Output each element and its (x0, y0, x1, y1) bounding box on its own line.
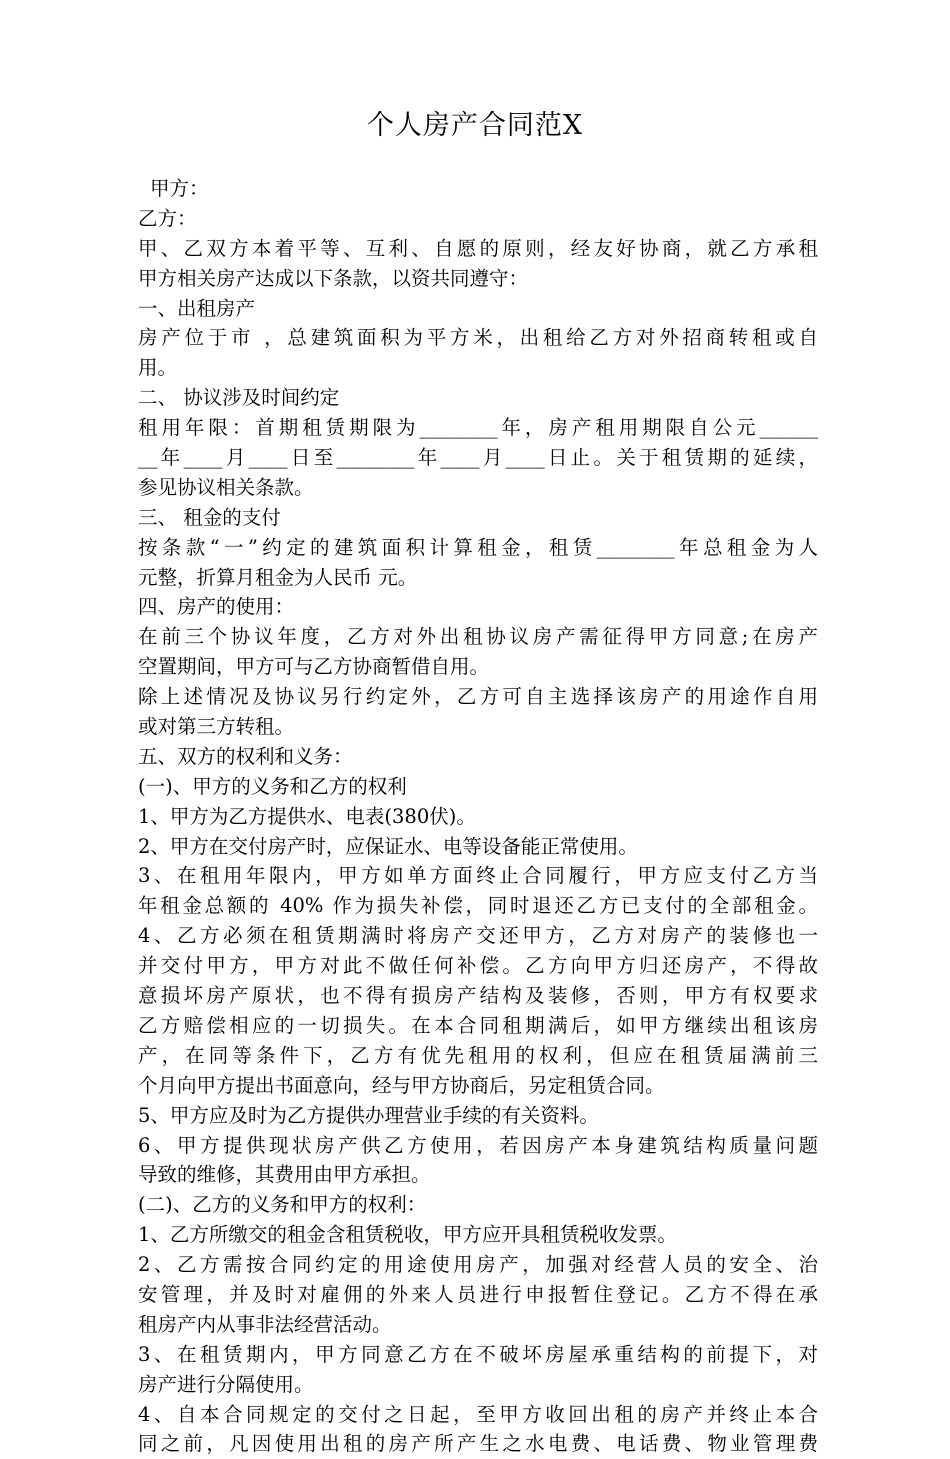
document-line: 除上述情况及协议另行约定外，乙方可自主选择该房产的用途作自用 (138, 685, 818, 709)
document-line: 3、在租赁期内，甲方同意乙方在不破坏房屋承重结构的前提下，对 (138, 1342, 818, 1366)
document-line: __年____月____日至________年____月____日止。关于租赁期的延续， (138, 446, 818, 470)
document-line: 或对第三方转租。 (138, 715, 295, 739)
document-line: 1、甲方为乙方提供水、电表(380伏)。 (138, 804, 476, 828)
document-line: 甲、乙双方本着平等、互利、自愿的原则，经友好协商，就乙方承租 (138, 236, 818, 260)
document-line: 2、乙方需按合同约定的用途使用房产，加强对经营人员的安全、治 (138, 1253, 818, 1277)
document-line: 参见协议相关条款。 (138, 475, 314, 499)
document-line: 甲方相关房产达成以下条款，以资共同遵守： (138, 266, 529, 290)
document-line: 空置期间，甲方可与乙方协商暂借自用。 (138, 655, 490, 679)
document-line: 个月向甲方提出书面意向，经与甲方协商后，另定租赁合同。 (138, 1073, 665, 1097)
document-line: 在前三个协议年度，乙方对外出租协议房产需征得甲方同意;在房产 (138, 625, 818, 649)
document-line: 三、 租金的支付 (138, 505, 281, 529)
document-line: 产，在同等条件下，乙方有优先租用的权利，但应在租赁届满前三 (138, 1043, 818, 1067)
document-line: 二、 协议涉及时间约定 (138, 386, 340, 410)
document-line: 元整，折算月租金为人民币 元。 (138, 565, 418, 589)
document-line: 甲方： (150, 177, 209, 200)
document-line: 年租金总额的 40% 作为损失补偿，同时退还乙方已支付的全部租金。 (138, 894, 818, 918)
document-line: 乙方赔偿相应的一切损失。在本合同租期满后，如甲方继续出租该房 (138, 1013, 818, 1037)
document-line: (一)、甲方的义务和乙方的权利 (138, 774, 407, 798)
document-line: 四、房产的使用： (138, 595, 295, 619)
document-line: 4、自本合同规定的交付之日起，至甲方收回出租的房产并终止本合 (138, 1402, 818, 1426)
document-line: 租房产内从事非法经营活动。 (138, 1312, 392, 1336)
document-line: 五、双方的权利和义务： (138, 744, 353, 768)
document-line: 按条款“一”约定的建筑面积计算租金，租赁________年总租金为人 (138, 535, 818, 559)
document-line: 一、出租房产 (138, 296, 256, 320)
document-line: 租用年限：首期租赁期限为________年，房产租用期限自公元______ (138, 416, 818, 440)
document-line: 乙方： (138, 206, 197, 230)
document-line: (二)、乙方的义务和甲方的权利： (138, 1193, 427, 1217)
document-line: 房产位于市 ，总建筑面积为平方米，出租给乙方对外招商转租或自 (138, 326, 818, 350)
document-line: 2、甲方在交付房产时，应保证水、电等设备能正常使用。 (138, 834, 638, 858)
document-line: 用。 (138, 356, 178, 380)
document-line: 6、甲方提供现状房产供乙方使用，若因房产本身建筑结构质量问题 (138, 1133, 818, 1157)
document-line: 安管理，并及时对雇佣的外来人员进行申报暂住登记。乙方不得在承 (138, 1282, 818, 1306)
document-title: 个人房产合同范X (366, 110, 584, 141)
document-line: 5、甲方应及时为乙方提供办理营业手续的有关资料。 (138, 1103, 599, 1127)
document-body (138, 174, 818, 1459)
document-line: 房产进行分隔使用。 (138, 1372, 314, 1396)
document-line: 导致的维修，其费用由甲方承担。 (138, 1163, 431, 1187)
document-line: 1、乙方所缴交的租金含租赁税收，甲方应开具租赁税收发票。 (138, 1223, 677, 1247)
document-line: 3、在租用年限内，甲方如单方面终止合同履行，甲方应支付乙方当 (138, 864, 818, 888)
document-line: 意损坏房产原状，也不得有损房产结构及装修，否则，甲方有权要求 (138, 984, 818, 1008)
document-line: 同之前，凡因使用出租的房产所产生之水电费、电话费、物业管理费 (138, 1432, 818, 1456)
document-line: 4、乙方必须在租赁期满时将房产交还甲方，乙方对房产的装修也一 (138, 924, 818, 948)
document-line: 并交付甲方，甲方对此不做任何补偿。乙方向甲方归还房产，不得故 (138, 954, 818, 978)
